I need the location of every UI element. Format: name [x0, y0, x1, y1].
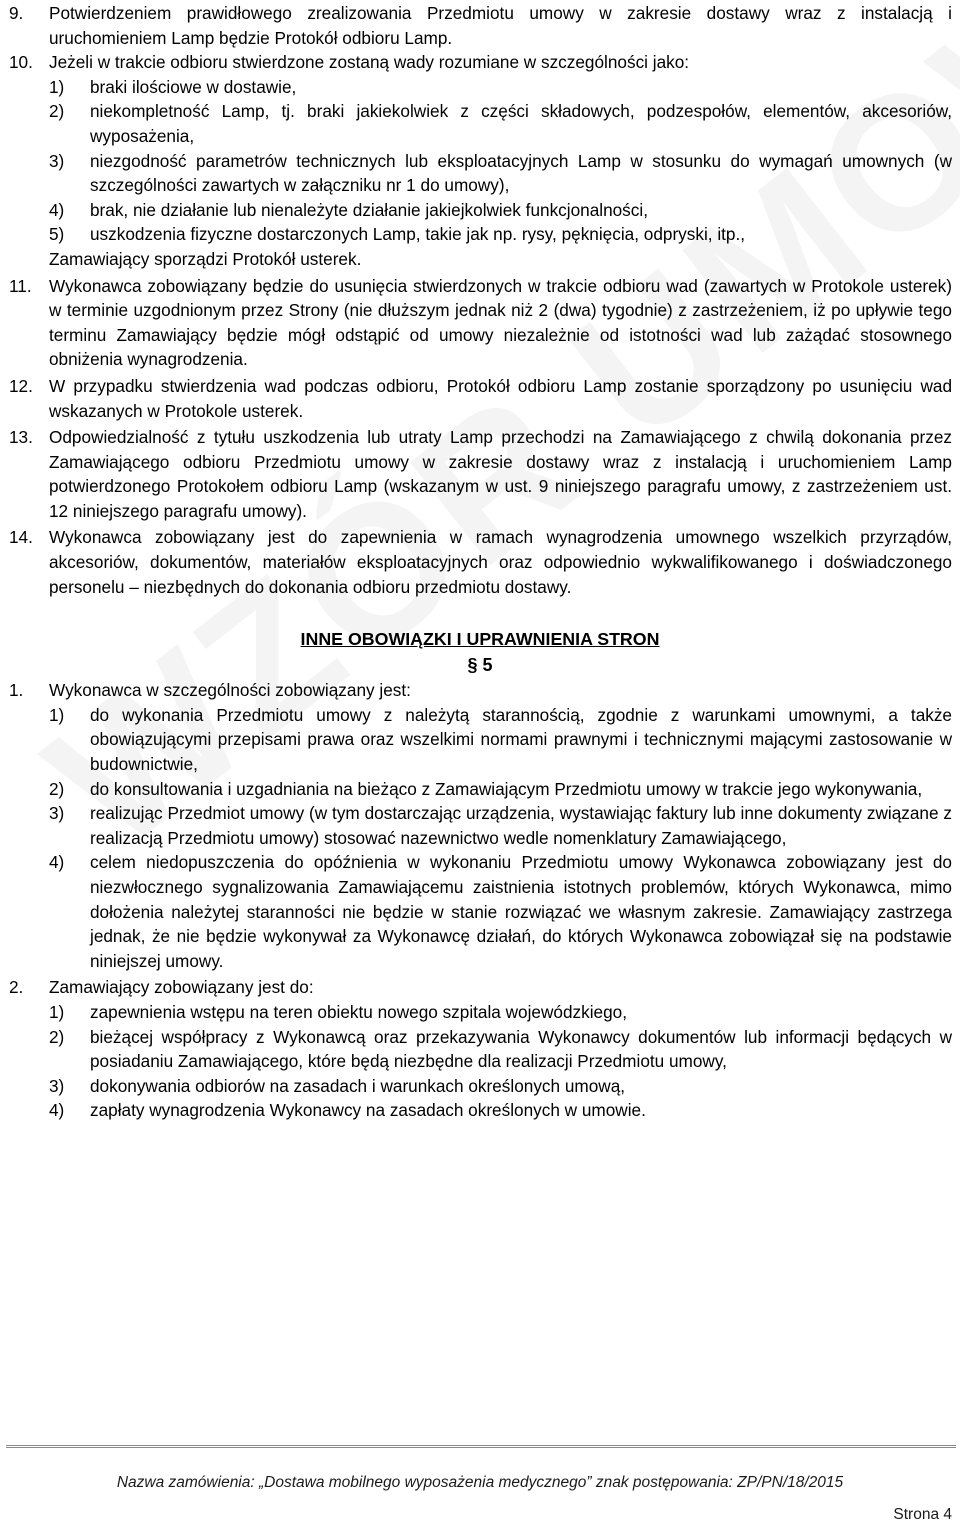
- list-number: 2): [49, 1026, 65, 1047]
- clause-text: W przypadku stwierdzenia wad podczas odbioru, Protokół odbioru Lamp zostanie sporządzony po usunięciu wad wskazanych w Protokole usterek.: [49, 375, 952, 421]
- list-number: 4): [49, 852, 65, 873]
- list-number: 2): [49, 101, 65, 122]
- list-item: [0, 1025, 960, 1074]
- clause-number: 10.: [9, 52, 33, 73]
- clause-number: 9.: [9, 3, 24, 23]
- clause-number: 13.: [9, 427, 33, 448]
- list-text: bieżącej współpracy z Wykonawcą oraz przekazywania Wykonawcy dokumentów lub informacji będących w posiadaniu Zamawiającego, które będą niezbędne dla realizacji Przedmiotu umowy,: [90, 1026, 952, 1072]
- page-number: Strona 4: [893, 1506, 952, 1523]
- list-item: [0, 850, 960, 973]
- list-number: 1): [49, 704, 65, 725]
- clause-13: [0, 425, 960, 523]
- list-number: 4): [49, 199, 65, 220]
- list-item: [0, 198, 960, 223]
- clause-text: Odpowiedzialność z tytułu uszkodzenia lub utraty Lamp przechodzi na Zamawiającego z chwilą dokonania przez Zamawiającego odbioru Przedmiotu umowy w zakresie dostawy wraz z instalacją i uruchomieniem Lamp potwierdzonego Protokołem odbioru Lamp (wskazanym w ust. 9 niniejszego paragrafu umowy, z zastrzeżeniem ust. 12 niniejszego paragrafu umowy).: [49, 427, 952, 521]
- list-item: [0, 1074, 960, 1099]
- list-text: uszkodzenia fizyczne dostarczonych Lamp, takie jak np. rysy, pęknięcia, odpryski, itp.,: [90, 224, 746, 245]
- paragraph-symbol: § 5: [467, 655, 493, 676]
- clause-12: [0, 374, 960, 423]
- list-item: [0, 75, 960, 100]
- clause-number: 14.: [9, 527, 33, 548]
- list-text: do konsultowania i uzgadniania na bieżąco z Zamawiającym Przedmiotu umowy w trakcie jego wykonywania,: [90, 778, 923, 799]
- list-item: [0, 1000, 960, 1025]
- list-number: 3): [49, 150, 65, 171]
- clause-9: [0, 1, 960, 50]
- clause-text: Wykonawca zobowiązany będzie do usunięcia stwierdzonych w trakcie odbioru wad (zawartych w Protokole usterek) w terminie uzgodnionym przez Strony (nie dłuższym jednak niż 2 (dwa) tygodnie) z zastrzeżeniem, iż po upływie tego terminu Zamawiający będzie mógł odstąpić od umowy niezależnie od istotności wad lub zażądać stosownego obniżenia wynagrodzenia.: [49, 275, 952, 370]
- clause-5-1: [0, 678, 960, 703]
- list-text: niekompletność Lamp, tj. braki jakiekolwiek z części składowych, podzespołów, elementów, akcesoriów, wyposażenia,: [90, 101, 952, 146]
- clause-text: Wykonawca zobowiązany jest do zapewnienia w ramach wynagrodzenia umownego wszelkich przyrządów, akcesoriów, dokumentów, materiałów eksploatacyjnych oraz odpowiednio wykwalifikowanego i doświadczonego personelu – niezbędnych do dokonania odbioru przedmiotu dostawy.: [49, 527, 952, 597]
- clause-text: Jeżeli w trakcie odbioru stwierdzone zostaną wady rozumiane w szczególności jako:: [49, 52, 690, 73]
- clause-10: [0, 50, 960, 75]
- clause-text: Potwierdzeniem prawidłowego zrealizowania Przedmiotu umowy w zakresie dostawy wraz z instalacją i uruchomieniem Lamp będzie Protokół odbioru Lamp.: [49, 3, 952, 48]
- list-item: [0, 801, 960, 850]
- footer-divider: [6, 1445, 956, 1448]
- list-text: do wykonania Przedmiotu umowy z należytą starannością, zgodnie z warunkami umownymi, a także obowiązującymi przepisami prawa oraz wszelkimi normami prawnymi i technicznymi mającymi zastosowanie w budownictwie,: [90, 704, 952, 775]
- list-text: realizując Przedmiot umowy (w tym dostarczając urządzenia, wystawiając faktury lub inne dokumenty związane z realizacją Przedmiotu umowy) stosować nazewnictwo wedle nomenklatury Zamawiającego,: [90, 803, 952, 848]
- list-text: braki ilościowe w dostawie,: [90, 76, 297, 97]
- list-text: celem niedopuszczenia do opóźnienia w wykonaniu Przedmiotu umowy Wykonawca zobowiązany jest do niezwłocznego sygnalizowania Zamawiającemu zaistnienia istotnych problemów, których Wykonawca, mimo dołożenia należytej staranności nie będzie w stanie rozwiązać we własnym zakresie. Zamawiający zastrzega jednak, że nie będzie wykonywał za Wykonawcę działań, do których Wykonawca zobowiązał się na podstawie niniejszej umowy.: [90, 852, 952, 971]
- clause-number: 12.: [9, 375, 33, 396]
- clause-closing: Zamawiający sporządzi Protokół usterek.: [49, 248, 362, 269]
- section-heading: INNE OBOWIĄZKI I UPRAWNIENIA STRON: [300, 629, 660, 650]
- list-item: [0, 703, 960, 777]
- clause-number: 11.: [9, 275, 32, 296]
- list-text: niezgodność parametrów technicznych lub eksploatacyjnych Lamp w stosunku do wymagań umownych (w szczególności zawartych w załączniku nr 1 do umowy),: [90, 150, 952, 196]
- list-item: [0, 99, 960, 148]
- list-number: 2): [49, 778, 65, 799]
- clause-text: Zamawiający zobowiązany jest do:: [49, 977, 314, 998]
- clause-text: Wykonawca w szczególności zobowiązany jest:: [49, 680, 411, 701]
- list-text: dokonywania odbiorów na zasadach i warunkach określonych umową,: [90, 1075, 626, 1096]
- list-text: zapewnienia wstępu na teren obiektu nowego szpitala wojewódzkiego,: [90, 1001, 627, 1022]
- list-item: [0, 1098, 960, 1123]
- list-number: 3): [49, 803, 65, 824]
- list-text: zapłaty wynagrodzenia Wykonawcy na zasadach określonych w umowie.: [90, 1100, 646, 1121]
- list-item: [0, 222, 960, 247]
- footer-text: Nazwa zamówienia: „Dostawa mobilnego wyposażenia medycznego” znak postępowania: ZP/PN/18/2015: [116, 1474, 844, 1491]
- clause-5-2: [0, 975, 960, 1000]
- list-item: [0, 149, 960, 198]
- list-item: [0, 777, 960, 802]
- list-number: 5): [49, 224, 65, 245]
- list-number: 1): [49, 76, 65, 97]
- list-number: 4): [49, 1100, 65, 1121]
- list-number: 3): [49, 1075, 65, 1096]
- clause-number: 1.: [9, 680, 24, 701]
- list-number: 1): [49, 1001, 65, 1022]
- clause-number: 2.: [9, 977, 24, 998]
- clause-14: [0, 525, 960, 599]
- clause-11: [0, 274, 960, 372]
- list-text: brak, nie działanie lub nienależyte działanie jakiejkolwiek funkcjonalności,: [90, 199, 648, 220]
